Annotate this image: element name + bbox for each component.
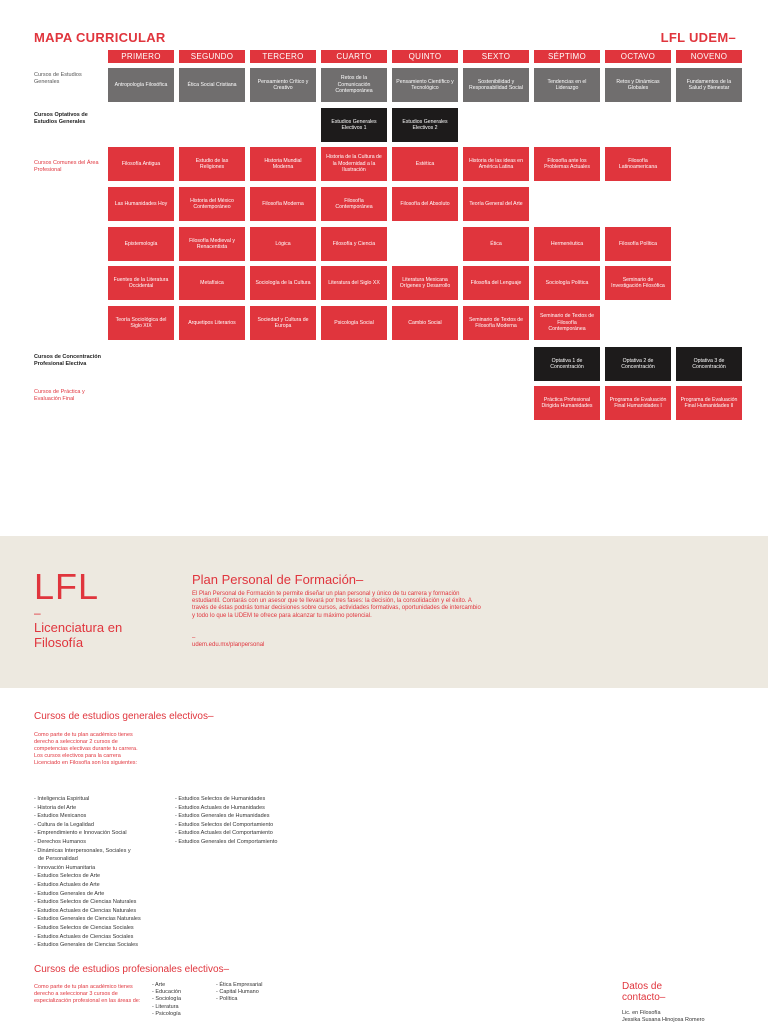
semester-header-8: OCTAVO	[605, 50, 671, 63]
semester-header-3: TERCERO	[250, 50, 316, 63]
course-cell: Filosofía y Ciencia	[321, 227, 387, 261]
ppf-description: El Plan Personal de Formación te permite diseñar un plan personal y único de tu carrera y formación estudiantil. Contarás con un asesor que te llevará por tres fases: la decisión, la consolidación y el éxito. A través de éstas podrás tomar decisiones sobre cursos, actividades formativas, oportunidades de intercambio y todo lo que la UDEM te ofrece para alcanzar tu máximo potencial.	[192, 591, 481, 619]
list-item: - Estudios Actuales del Comportamiento	[175, 830, 273, 837]
course-cell: Filosofía del Absoluto	[392, 187, 458, 221]
generales-electivos-list-left	[34, 795, 141, 950]
list-item: - Estudios Selectos de Ciencias Naturales	[34, 899, 137, 906]
ppf-link[interactable]: udem.edu.mx/planpersonal	[192, 642, 265, 648]
list-item: - Estudios Actuales de Humanidades	[175, 804, 265, 811]
program-degree-name: Licenciatura en Filosofía	[34, 620, 123, 650]
list-item: - Derechos Humanos	[34, 838, 86, 845]
list-item: - Política	[216, 996, 238, 1003]
contact-name: Jessika Susana Hinojosa Romero	[622, 1017, 705, 1023]
course-cell: Filosofía Contemporánea	[321, 187, 387, 221]
course-cell: Historia Mundial Moderna	[250, 147, 316, 181]
course-cell: Tendencias en el Liderazgo	[534, 68, 600, 102]
course-cell: Sostenibilidad y Responsabilidad Social	[463, 68, 529, 102]
row-label-optativos: Cursos Optativos de Estudios Generales	[34, 112, 88, 125]
profesionales-list-b	[216, 982, 262, 1004]
course-cell: Retos y Dinámicas Globales	[605, 68, 671, 102]
contact-title: Datos de contacto–	[622, 981, 666, 1003]
program-banner	[0, 536, 768, 688]
course-cell: Arquetipos Literarios	[179, 306, 245, 340]
course-cell: Psicología Social	[321, 306, 387, 340]
course-cell: Estética	[392, 147, 458, 181]
list-item: - Estudios Generales de Arte	[34, 890, 105, 897]
ppf-dash: –	[192, 635, 196, 641]
list-item: - Ética Empresarial	[216, 982, 263, 988]
list-item: - Historia del Arte	[34, 804, 77, 811]
course-cell: Filosofía ante los Problemas Actuales	[534, 147, 600, 181]
course-cell: Ética Social Cristiana	[179, 68, 245, 102]
semester-header-1: PRIMERO	[108, 50, 174, 63]
course-cell: Pensamiento Crítico y Creativo	[250, 68, 316, 102]
course-cell: Historia de las ideas en América Latina	[463, 147, 529, 181]
course-cell: Historia de la Cultura de la Modernidad a la Ilustración	[321, 147, 387, 181]
course-cell: Programa de Evaluación Final Humanidades II	[676, 386, 742, 420]
list-item: - Estudios Generales de Ciencias Sociales	[34, 942, 138, 949]
list-item: - Innovación Humanitaria	[34, 864, 96, 871]
curriculum-grid	[0, 50, 768, 430]
course-cell: Seminario de Investigación Filosófica	[605, 266, 671, 300]
program-dash: –	[34, 606, 41, 620]
course-cell: Filosofía Moderna	[250, 187, 316, 221]
list-item: de Personalidad	[38, 856, 78, 863]
course-cell: Metafísica	[179, 266, 245, 300]
course-cell: Cambio Social	[392, 306, 458, 340]
course-cell: Teoría General del Arte	[463, 187, 529, 221]
contact-program: Lic. en Filosofía	[622, 1010, 661, 1016]
semester-header-6: SEXTO	[463, 50, 529, 63]
course-cell: Fundamentos de la Salud y Bienestar	[676, 68, 742, 102]
list-item: - Estudios Actuales de Arte	[34, 881, 100, 888]
semester-header-9: NOVENO	[676, 50, 742, 63]
list-item: - Estudios Selectos del Comportamiento	[175, 821, 274, 828]
ppf-title: Plan Personal de Formación–	[192, 572, 364, 587]
program-acronym: LFL	[34, 566, 100, 607]
list-item: - Estudios Generales de Ciencias Naturales	[34, 916, 141, 923]
semester-header-5: QUINTO	[392, 50, 458, 63]
list-item: - Arte	[152, 982, 166, 988]
row-label-generales: Cursos de Estudios Generales	[34, 72, 82, 85]
course-cell: Filosofía Política	[605, 227, 671, 261]
generales-electivos-title: Cursos de estudios generales electivos–	[34, 711, 214, 722]
list-item: - Educación	[152, 989, 182, 996]
profesionales-electivos-title: Cursos de estudios profesionales electivos–	[34, 964, 230, 975]
list-item: - Literatura	[152, 1003, 179, 1010]
course-cell: Pensamiento Científico y Tecnológico	[392, 68, 458, 102]
list-item: - Estudios Actuales de Ciencias Sociales	[34, 933, 134, 940]
course-cell: Optativa 1 de Concentración	[534, 347, 600, 381]
course-cell: Estudios Generales Electivos 1	[321, 108, 387, 142]
row-label-practica: Cursos de Práctica y Evaluación Final	[34, 389, 85, 402]
course-cell: Ética	[463, 227, 529, 261]
course-cell: Teoría Sociológica del Siglo XIX	[108, 306, 174, 340]
course-cell: Optativa 3 de Concentración	[676, 347, 742, 381]
row-label-concentracion: Cursos de Concentración Profesional Electiva	[34, 354, 101, 367]
semester-header-2: SEGUNDO	[179, 50, 245, 63]
course-cell: Optativa 2 de Concentración	[605, 347, 671, 381]
course-cell: Literatura del Siglo XX	[321, 266, 387, 300]
course-cell: Retos de la Comunicación Contemporánea	[321, 68, 387, 102]
list-item: - Estudios Generales de Humanidades	[175, 813, 270, 820]
course-cell: Estudio de las Religiones	[179, 147, 245, 181]
course-cell: Sociología Política	[534, 266, 600, 300]
profesionales-list-a	[152, 982, 181, 1018]
list-item: - Psicología	[152, 1010, 181, 1017]
course-cell: Fuentes de la Literatura Occidental	[108, 266, 174, 300]
brand-logo-text: LFL UDEM–	[660, 30, 736, 45]
list-item: - Estudios Generales del Comportamiento	[175, 838, 278, 845]
list-item: - Estudios Mexicanos	[34, 813, 87, 820]
course-cell: Filosofía Latinoamericana	[605, 147, 671, 181]
generales-electivos-intro: Como parte de tu plan académico tienes derecho a seleccionar 2 cursos de competencias electivas durante tu carrera. Los cursos electivos para la carrera Licenciado en Filosofía son los siguientes:	[34, 732, 138, 766]
course-cell: Antropología Filosófica	[108, 68, 174, 102]
course-cell: Filosofía Antigua	[108, 147, 174, 181]
list-item: - Estudios Actuales de Ciencias Naturales	[34, 907, 137, 914]
course-cell: Seminario de Textos de Filosofía Moderna	[463, 306, 529, 340]
page-title: MAPA CURRICULAR	[34, 30, 166, 45]
course-cell: Sociedad y Cultura de Europa	[250, 306, 316, 340]
list-item: - Estudios Selectos de Arte	[34, 873, 101, 880]
semester-header-4: CUARTO	[321, 50, 387, 63]
list-item: - Capital Humano	[216, 989, 259, 996]
generales-electivos-list-right	[175, 795, 277, 847]
course-cell: Sociología de la Cultura	[250, 266, 316, 300]
course-cell: Las Humanidades Hoy	[108, 187, 174, 221]
course-cell: Lógica	[250, 227, 316, 261]
list-item: - Sociología	[152, 996, 182, 1003]
course-cell: Práctica Profesional Dirigida Humanidades	[534, 386, 600, 420]
profesionales-electivos-intro: Como parte de tu plan académico tienes derecho a seleccionar 3 cursos de especialización profesional en las áreas de:	[34, 984, 141, 1004]
course-cell: Epistemología	[108, 227, 174, 261]
list-item: - Dinámicas Interpersonales, Sociales y	[34, 847, 131, 854]
course-cell: Hermenéutica	[534, 227, 600, 261]
course-cell: Seminario de Textos de Filosofía Contemporánea	[534, 306, 600, 340]
course-cell: Estudios Generales Electivos 2	[392, 108, 458, 142]
list-item: - Cultura de la Legalidad	[34, 821, 94, 828]
list-item: - Emprendimiento e Innovación Social	[34, 830, 127, 837]
course-cell: Filosofía Medieval y Renacentista	[179, 227, 245, 261]
list-item: - Estudios Selectos de Ciencias Sociales	[34, 924, 134, 931]
course-cell: Programa de Evaluación Final Humanidades I	[605, 386, 671, 420]
course-cell: Filosofía del Lenguaje	[463, 266, 529, 300]
list-item: - Estudios Selectos de Humanidades	[175, 796, 266, 802]
list-item: - Inteligencia Espiritual	[34, 796, 90, 802]
row-label-comunes: Cursos Comunes del Área Profesional	[34, 160, 99, 173]
course-cell: Literatura Mexicana Orígenes y Desarrollo	[392, 266, 458, 300]
semester-header-7: SÉPTIMO	[534, 50, 600, 63]
course-cell: Historia del México Contemporáneo	[179, 187, 245, 221]
